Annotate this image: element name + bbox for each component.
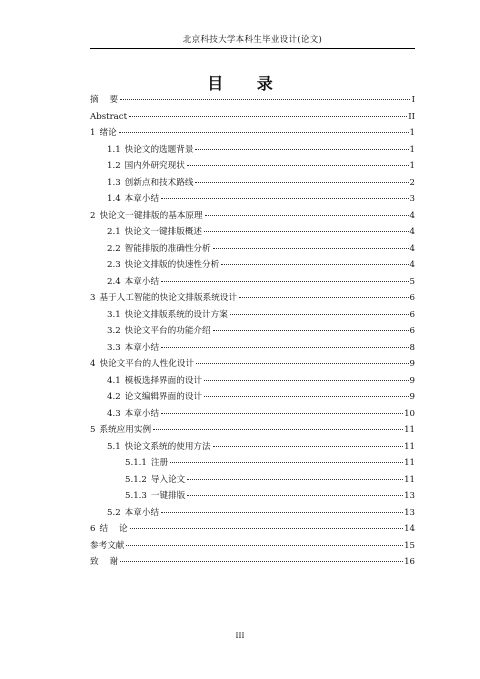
dot-leader bbox=[204, 396, 409, 397]
toc-entry-title: 绪论 bbox=[99, 128, 117, 138]
toc-entry-number: 2.1 bbox=[107, 227, 121, 237]
dot-leader bbox=[195, 182, 408, 183]
toc-entry-page: 4 bbox=[409, 243, 415, 254]
toc-entry-number: 4.2 bbox=[107, 392, 121, 402]
dot-leader bbox=[196, 363, 409, 364]
dot-leader bbox=[119, 132, 409, 133]
toc-entry-number: 4.3 bbox=[107, 408, 121, 419]
toc-entry-page: 13 bbox=[404, 507, 415, 518]
toc-entry-page: 15 bbox=[404, 540, 415, 551]
toc-entry-references[interactable] bbox=[90, 540, 415, 552]
toc-entry-number: 5.1.2 bbox=[125, 474, 147, 485]
toc-entry-section-4-2[interactable] bbox=[107, 391, 415, 403]
toc-entry-title: 模板选择界面的设计 bbox=[124, 375, 203, 386]
toc-entry-title: 致 谢 bbox=[90, 557, 119, 567]
toc-entry-number: 3.2 bbox=[107, 326, 121, 336]
toc-entry-chapter-1[interactable] bbox=[90, 127, 415, 139]
toc-entry-title: 注册 bbox=[150, 458, 169, 468]
dot-leader bbox=[187, 479, 403, 480]
toc-entry-page: 11 bbox=[404, 441, 415, 452]
toc-entry-page: 9 bbox=[409, 375, 415, 386]
toc-entry-number: 5.2 bbox=[107, 507, 121, 518]
toc-entry-number: 5 bbox=[90, 425, 96, 435]
toc-entry-number: 1 bbox=[90, 128, 96, 138]
toc-entry-title: 快论文一键排版的基本原理 bbox=[99, 210, 203, 221]
dot-leader bbox=[204, 231, 409, 232]
toc-entry-chapter-3[interactable] bbox=[90, 292, 415, 304]
toc-entry-title: 快论文系统的使用方法 bbox=[124, 441, 211, 452]
toc-entry-number: 3 bbox=[90, 293, 96, 303]
toc-entry-page: 6 bbox=[409, 293, 415, 303]
toc-entry-section-1-4[interactable] bbox=[107, 193, 415, 205]
running-header: 北京科技大学本科生毕业设计(论文) bbox=[182, 35, 323, 45]
toc-entry-title: 快论文平台的功能介绍 bbox=[124, 326, 211, 336]
toc-entry-section-1-3[interactable] bbox=[107, 177, 415, 189]
toc-entry-subsection-5-1-2[interactable] bbox=[125, 474, 415, 486]
toc-entry-section-2-3[interactable] bbox=[107, 259, 415, 271]
toc-entry-page: 4 bbox=[409, 227, 415, 237]
dot-leader bbox=[213, 446, 403, 447]
toc-entry-number: 1.2 bbox=[107, 161, 121, 171]
toc-entry-page: I bbox=[411, 95, 415, 105]
toc-entry-page: 5 bbox=[409, 276, 415, 287]
toc-entry-section-2-4[interactable] bbox=[107, 276, 415, 288]
toc-entry-section-3-2[interactable] bbox=[107, 325, 415, 337]
dot-leader bbox=[120, 561, 403, 562]
toc-entry-number: 3.1 bbox=[107, 309, 121, 320]
dot-leader bbox=[130, 528, 403, 529]
toc-entry-number: 4.1 bbox=[107, 375, 121, 386]
toc-entry-subsection-5-1-3[interactable] bbox=[125, 490, 415, 502]
toc-entry-title: 一键排版 bbox=[150, 491, 186, 501]
toc-entry-title: 创新点和技术路线 bbox=[124, 177, 194, 188]
toc-entry-number: 2.2 bbox=[107, 243, 121, 254]
toc-entry-page: 6 bbox=[409, 309, 415, 320]
dot-leader bbox=[221, 264, 408, 265]
dot-leader bbox=[153, 429, 403, 430]
toc-entry-title: 参考文献 bbox=[90, 540, 125, 551]
toc-entry-title: 基于人工智能的快论文排版系统设计 bbox=[99, 293, 237, 303]
dot-leader bbox=[195, 149, 408, 150]
toc-entry-title: 快论文排版系统的设计方案 bbox=[124, 309, 228, 320]
dot-leader bbox=[187, 165, 409, 166]
toc-entry-section-2-1[interactable] bbox=[107, 226, 415, 238]
toc-entry-abstract-cn[interactable] bbox=[90, 94, 415, 106]
dot-leader bbox=[239, 297, 409, 298]
toc-entry-number: 1.3 bbox=[107, 177, 121, 188]
page-number: III bbox=[235, 631, 245, 640]
toc-entry-title: 本章小结 bbox=[124, 342, 160, 353]
toc-entry-page: 11 bbox=[404, 474, 415, 485]
toc-entry-page: II bbox=[408, 111, 415, 122]
toc-entry-number: 2.3 bbox=[107, 260, 121, 270]
toc-entry-title: 本章小结 bbox=[124, 507, 160, 518]
dot-leader bbox=[204, 380, 409, 381]
dot-leader bbox=[129, 116, 407, 117]
toc-entry-page: 1 bbox=[409, 128, 415, 138]
toc-entry-number: 6 bbox=[90, 524, 96, 534]
toc-entry-chapter-5[interactable] bbox=[90, 424, 415, 436]
toc-entry-number: 1.1 bbox=[107, 144, 121, 155]
dot-leader bbox=[161, 347, 408, 348]
toc-entry-title: 系统应用实例 bbox=[99, 425, 152, 435]
toc-entry-number: 1.4 bbox=[107, 194, 121, 204]
toc-entry-title: 本章小结 bbox=[124, 194, 160, 204]
toc-entry-page: 11 bbox=[404, 425, 415, 435]
toc-entry-section-4-1[interactable] bbox=[107, 375, 415, 387]
toc-entry-page: 4 bbox=[409, 210, 415, 221]
toc-entry-title: 快论文平台的人性化设计 bbox=[99, 359, 195, 369]
toc-entry-number: 3.3 bbox=[107, 342, 121, 353]
toc-entry-title: 快论文的选题背景 bbox=[124, 144, 194, 155]
toc-entry-page: 1 bbox=[409, 144, 415, 155]
toc-entry-title: 国内外研究现状 bbox=[124, 161, 185, 171]
toc-entry-number: 2.4 bbox=[107, 276, 121, 287]
dot-leader bbox=[187, 495, 403, 496]
toc-entry-title: 导入论文 bbox=[150, 474, 186, 485]
toc-entry-section-3-1[interactable] bbox=[107, 309, 415, 321]
toc-entry-section-1-2[interactable] bbox=[107, 160, 415, 172]
toc-entry-page: 4 bbox=[409, 260, 415, 270]
toc-entry-page: 10 bbox=[404, 408, 415, 419]
toc-entry-chapter-4[interactable] bbox=[90, 358, 415, 370]
dot-leader bbox=[126, 545, 403, 546]
dot-leader bbox=[161, 281, 408, 282]
dot-leader bbox=[230, 314, 409, 315]
toc-entry-page: 3 bbox=[409, 194, 415, 204]
toc-entry-page: 11 bbox=[404, 458, 415, 468]
toc-entry-page: 6 bbox=[409, 326, 415, 336]
dot-leader bbox=[161, 512, 403, 513]
dot-leader bbox=[161, 413, 403, 414]
toc-entry-section-5-1[interactable] bbox=[107, 441, 415, 453]
toc-entry-title: 本章小结 bbox=[124, 408, 160, 419]
toc-entry-section-5-2[interactable] bbox=[107, 507, 415, 519]
dot-leader bbox=[120, 99, 410, 100]
dot-leader bbox=[205, 215, 409, 216]
toc-entry-number: 5.1.3 bbox=[125, 491, 147, 501]
toc-entry-page: 16 bbox=[404, 557, 415, 567]
toc-entry-page: 2 bbox=[409, 177, 415, 188]
toc-entry-section-2-2[interactable] bbox=[107, 243, 415, 255]
toc-entry-title: 本章小结 bbox=[124, 276, 160, 287]
toc-entry-title: 快论文一键排版概述 bbox=[124, 227, 203, 237]
toc-entry-chapter-6[interactable] bbox=[90, 523, 415, 535]
toc-title: 目 录 bbox=[207, 74, 287, 93]
toc-entry-title: 结 论 bbox=[99, 524, 128, 534]
toc-entry-page: 9 bbox=[409, 392, 415, 402]
toc-entry-number: 4 bbox=[90, 359, 96, 369]
toc-entry-page: 9 bbox=[409, 359, 415, 369]
toc-entry-number: 5.1.1 bbox=[125, 458, 147, 468]
toc-entry-acknowledgements[interactable] bbox=[90, 556, 415, 568]
toc-entry-page: 1 bbox=[409, 161, 415, 171]
toc-entry-page: 13 bbox=[404, 491, 415, 501]
toc-entry-section-1-1[interactable] bbox=[107, 144, 415, 156]
toc-entry-number: 5.1 bbox=[107, 441, 121, 452]
dot-leader bbox=[213, 248, 409, 249]
toc-entry-title: 智能排版的准确性分析 bbox=[124, 243, 211, 254]
toc-entry-section-3-3[interactable] bbox=[107, 342, 415, 354]
dot-leader bbox=[213, 330, 409, 331]
toc-entry-section-4-3[interactable] bbox=[107, 408, 415, 420]
toc-entry-title: Abstract bbox=[90, 111, 128, 122]
toc-entry-subsection-5-1-1[interactable] bbox=[125, 457, 415, 469]
toc-entry-page: 8 bbox=[409, 342, 415, 353]
toc-entry-abstract-en[interactable] bbox=[90, 111, 415, 123]
toc-entry-title: 摘 要 bbox=[90, 95, 119, 105]
toc-entry-page: 14 bbox=[404, 524, 415, 534]
toc-entry-title: 论文编辑界面的设计 bbox=[124, 392, 203, 402]
toc-entry-title: 快论文排版的快速性分析 bbox=[124, 260, 220, 270]
header-rule bbox=[90, 48, 415, 49]
dot-leader bbox=[170, 462, 403, 463]
toc-entry-chapter-2[interactable] bbox=[90, 210, 415, 222]
toc-entry-number: 2 bbox=[90, 210, 96, 221]
dot-leader bbox=[161, 198, 408, 199]
